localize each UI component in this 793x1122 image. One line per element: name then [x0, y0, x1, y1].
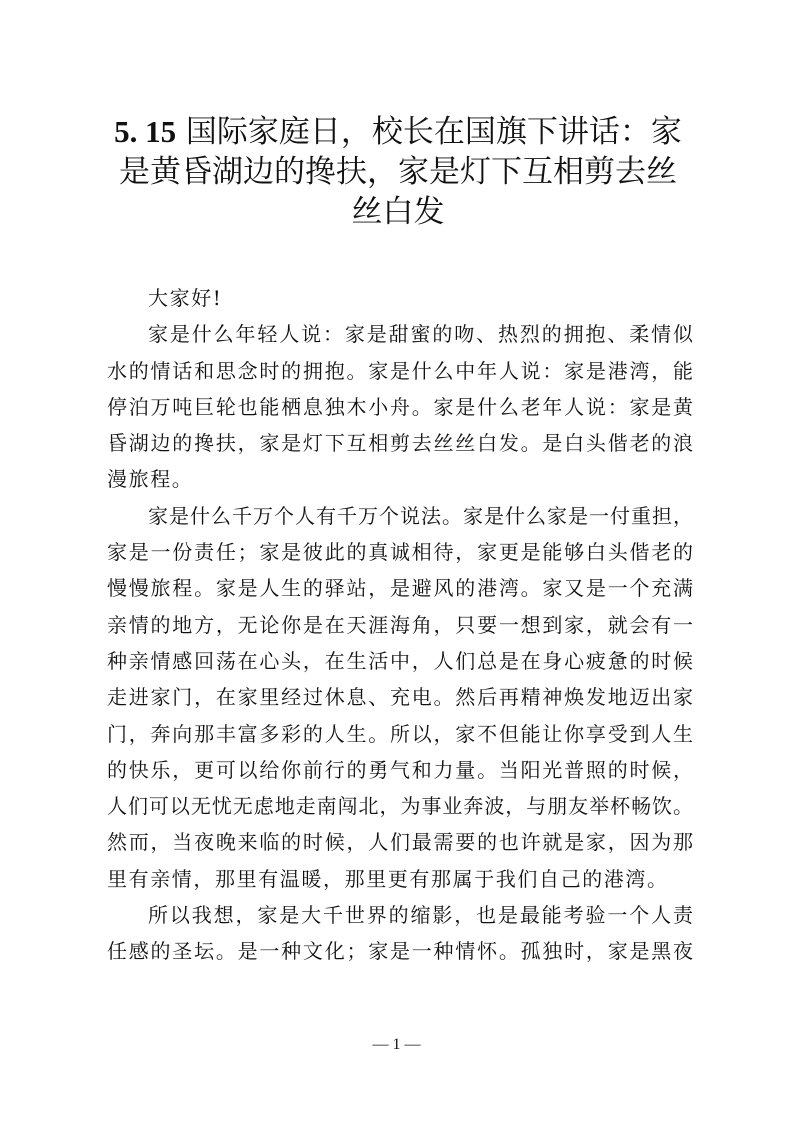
title-number: 5. 15: [114, 114, 177, 149]
text-line: 所以我想，家是大千世界的缩影，也是最能考验一个人责: [148, 903, 693, 928]
title-text: 国际家庭日，校长在国旗下讲话：家: [185, 114, 682, 150]
page-number: — 1 —: [372, 1036, 421, 1053]
text-line: 昏湖边的搀扶，家是灯下互相剪去丝丝白发。是白头偕老的浪: [107, 431, 693, 456]
text-line: 的快乐，更可以给你前行的勇气和力量。当阳光普照的时候，: [107, 757, 693, 782]
text-line: 走进家门，在家里经过休息、充电。然后再精神焕发地迈出家: [107, 685, 693, 710]
text-line: 任感的圣坛。是一种文化；家是一种情怀。孤独时，家是黑夜: [107, 939, 693, 964]
title-line-3: 丝白发: [351, 194, 445, 230]
text-line: 亲情的地方，无论你是在天涯海角，只要一想到家，就会有一: [107, 612, 693, 637]
text-line: 种亲情感回荡在心头，在生活中，人们总是在身心疲惫的时候: [107, 648, 693, 673]
text-line: 家是什么千万个人有千万个说法。家是什么家是一付重担，: [148, 503, 693, 528]
text-line: 人们可以无忧无虑地走南闯北，为事业奔波，与朋友举杯畅饮。: [107, 794, 693, 819]
document-title: [104, 112, 692, 232]
text-line: 门，奔向那丰富多彩的人生。所以，家不但能让你享受到人生: [107, 721, 693, 746]
text-line: 家是一份责任；家是彼此的真诚相待，家更是能够白头偕老的: [107, 540, 693, 565]
text-line: 家是什么年轻人说：家是甜蜜的吻、热烈的拥抱、柔情似: [148, 322, 693, 347]
document-body: [107, 280, 693, 970]
greeting: 大家好!: [148, 286, 223, 310]
text-line: 停泊万吨巨轮也能栖息独木小舟。家是什么老年人说：家是黄: [107, 394, 693, 419]
text-line: 漫旅程。: [107, 467, 194, 492]
title-line-2: 是黄昏湖边的搀扶，家是灯下互相剪去丝: [119, 154, 677, 190]
text-line: 里有亲情，那里有温暖，那里更有那属于我们自己的港湾。: [107, 866, 669, 891]
text-line: 慢慢旅程。家是人生的驿站，是避风的港湾。家又是一个充满: [107, 576, 693, 601]
text-line: 然而，当夜晚来临的时候，人们最需要的也许就是家，因为那: [107, 830, 693, 855]
text-line: 水的情话和思念时的拥抱。家是什么中年人说：家是港湾，能: [107, 358, 693, 383]
title-line-1: [104, 112, 692, 152]
